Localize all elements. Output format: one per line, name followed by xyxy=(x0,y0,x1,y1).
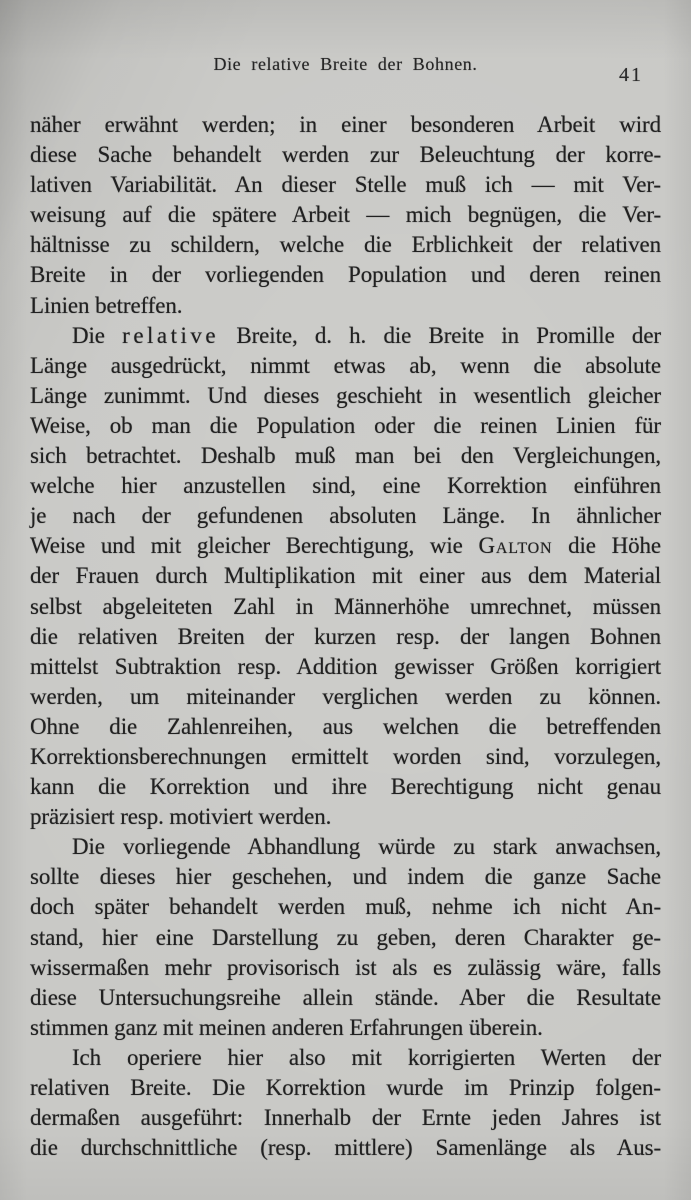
text-line: Ich operiere hier also mit korrigierten Werten der xyxy=(72,1044,661,1070)
text-line: sollte dieses hier geschehen, und indem die ganze Sache xyxy=(30,864,661,890)
text-line: Linien betreffen. xyxy=(30,292,183,318)
text-line: stand, hier eine Darstellung zu geben, deren Charakter ge- xyxy=(30,924,661,950)
text-line xyxy=(30,321,661,351)
text-line: hältnisse zu schildern, welche die Erblichkeit der relativen xyxy=(30,232,661,258)
text-line xyxy=(30,531,661,561)
text-line: näher erwähnt werden; in einer besonderen Arbeit wird xyxy=(30,112,661,137)
smallcaps-text: Galton xyxy=(478,533,553,559)
text-line: weisung auf die spätere Arbeit — mich begnügen, die Ver- xyxy=(30,202,661,228)
text-line: Korrektionsberechnungen ermittelt worden sind, vorzulegen, xyxy=(30,743,661,769)
text-line: relativen Breite. Die Korrektion wurde im Prinzip folgen- xyxy=(30,1075,661,1100)
text-line: die durchschnittliche (resp. mittlere) Samenlänge als Aus- xyxy=(30,1135,661,1161)
text-line: diese Sache behandelt werden zur Beleuchtung der korre- xyxy=(30,142,661,168)
text-line: sich betrachtet. Deshalb muß man bei den Vergleichungen, xyxy=(30,443,661,469)
text-line: werden, um miteinander verglichen werden zu können. xyxy=(30,683,661,709)
text-segment: Weise und mit gleicher Berechtigung, wie xyxy=(30,533,479,559)
text-line: Länge zunimmt. Und dieses geschieht in wesentlich gleicher xyxy=(30,382,661,408)
text-line: stimmen ganz mit meinen anderen Erfahrungen überein. xyxy=(30,1014,543,1040)
text-line: je nach der gefundenen absoluten Länge. In ähnlicher xyxy=(30,503,661,529)
text-line: diese Untersuchungsreihe allein stände. Aber die Resultate xyxy=(30,984,661,1010)
spaced-text: relative xyxy=(122,322,220,348)
running-title: Die relative Breite der Bohnen. xyxy=(213,54,478,74)
text-line: kann die Korrektion und ihre Berechtigung nicht genau xyxy=(30,774,661,800)
text-line: selbst abgeleiteten Zahl in Männerhöhe umrechnet, müssen xyxy=(30,593,661,619)
text-line: Ohne die Zahlenreihen, aus welchen die betreffenden xyxy=(30,713,661,739)
text-line: Länge ausgedrückt, nimmt etwas ab, wenn die absolute xyxy=(30,352,661,378)
text-line: Weise, ob man die Population oder die reinen Linien für xyxy=(30,412,661,438)
text-segment: Breite, d. h. die Breite in Promille der xyxy=(219,322,661,348)
text-line: lativen Variabilität. An dieser Stelle muß ich — mit Ver- xyxy=(30,172,661,198)
text-line: Die vorliegende Abhandlung würde zu stark anwachsen, xyxy=(72,834,661,860)
text-line: präzisiert resp. motiviert werden. xyxy=(30,804,332,830)
text-line: dermaßen ausgeführt: Innerhalb der Ernte jeden Jahres ist xyxy=(30,1105,661,1131)
text-line: mittelst Subtraktion resp. Addition gewisser Größen korrigiert xyxy=(30,653,661,679)
page-number: 41 xyxy=(619,64,643,86)
text-line: die relativen Breiten der kurzen resp. der langen Bohnen xyxy=(30,623,661,649)
text-line: doch später behandelt werden muß, nehme ich nicht An- xyxy=(30,894,661,920)
text-line: wissermaßen mehr provisorisch ist als es zulässig wäre, falls xyxy=(30,954,661,980)
text-segment: Die xyxy=(72,322,123,348)
text-segment: die Höhe xyxy=(552,533,661,559)
text-line: der Frauen durch Multiplikation mit einer aus dem Material xyxy=(30,563,661,589)
text-line: Breite in der vorliegenden Population und deren reinen xyxy=(30,262,661,288)
text-line: welche hier anzustellen sind, eine Korrektion einführen xyxy=(30,473,661,499)
text-body xyxy=(30,110,661,1163)
